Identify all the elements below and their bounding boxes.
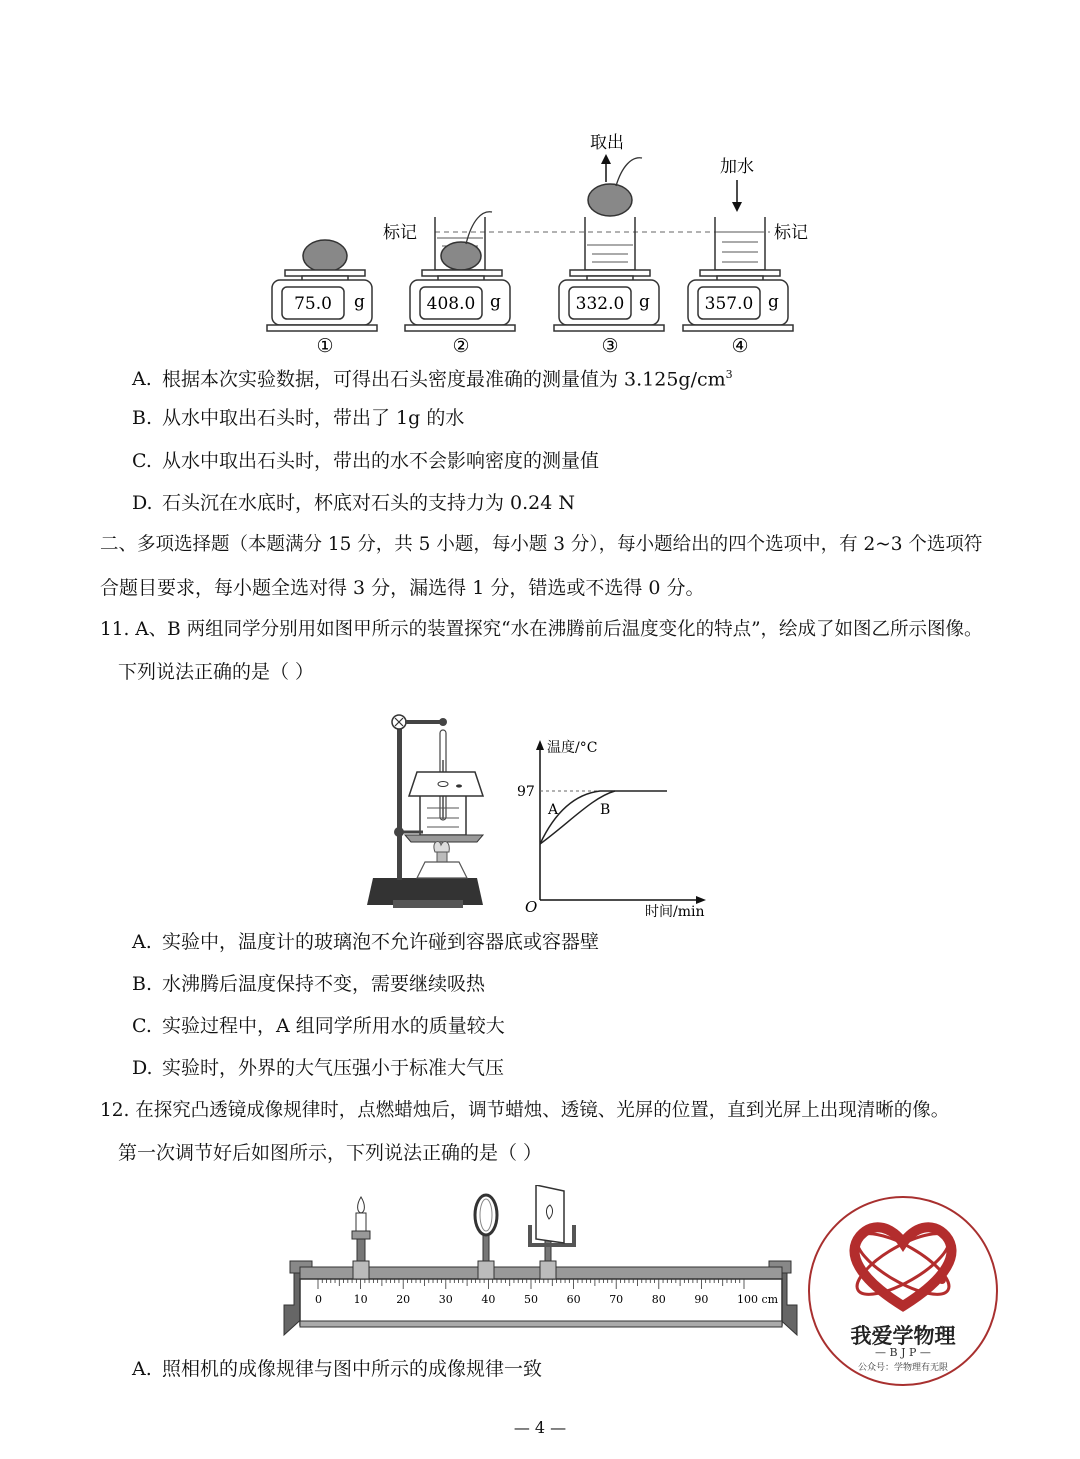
q10-option-d [132,491,575,515]
scale-3-unit: g [639,292,650,312]
mark-right-label: 标记 [774,223,808,243]
candle [352,1197,370,1279]
section2-line2: 合题目要求，每小题全选对得 3 分，漏选得 1 分，错选或不选得 0 分。 [100,577,705,599]
scale-1-unit: g [354,292,365,312]
watermark-sub: — B J P — [875,1346,931,1359]
watermark-footer: 公众号：学物理有无限 [857,1363,948,1373]
scale-3 [554,158,664,357]
q11-option-d-text: 实验时，外界的大气压强小于标准大气压 [162,1057,505,1079]
graph-ytick-97: 97 [517,784,535,800]
q12-stem-line2: 第一次调节好后如图所示，下列说法正确的是（ ） [118,1142,543,1164]
convex-lens [475,1195,497,1279]
bench-tick-label: 70 [609,1293,624,1306]
q11-stem-line1: 11. A、B 两组同学分别用如图甲所示的装置探究“水在沸腾前后温度变化的特点”，绘成了如图乙所示图像。 [100,619,983,640]
q11-temperature-graph [515,732,715,922]
heart-atom-icon [838,1208,968,1318]
q11-option-a-text: 实验中，温度计的玻璃泡不允许碰到容器底或容器壁 [162,931,600,953]
scale-2-unit: g [490,292,501,312]
scale-1-reading: 75.0 [294,294,332,314]
bench-tick-label: 60 [566,1293,581,1306]
bench-tick-label: 20 [396,1293,411,1306]
graph-ylabel: 温度/°C [547,740,598,756]
q11-apparatus-figure [365,700,495,915]
q10-option-a-text: 根据本次实验数据，可得出石头密度最准确的测量值为 3.125g/cm [162,368,726,391]
bench-tick-label: 100 cm [737,1293,779,1306]
take-out-label: 取出 [590,133,624,153]
q11-option-a-letter: A. [132,931,152,953]
bench-tick-label: 90 [694,1293,709,1306]
q12-stem-line1: 12. 在探究凸透镜成像规律时，点燃蜡烛后，调节蜡烛、透镜、光屏的位置，直到光屏上出现清晰的像。 [100,1100,950,1121]
bench-tick-label: 40 [481,1293,496,1306]
bench-tick-label: 0 [315,1293,322,1306]
scale-2-label: ② [452,335,470,357]
bench-tick-label: 30 [438,1293,453,1306]
q10-option-a-sup: 3 [725,368,733,381]
q10-option-d-letter: D. [132,492,153,514]
q11-option-b-text: 水沸腾后温度保持不变，需要继续吸热 [162,973,486,995]
scale-1 [267,240,377,357]
graph-xlabel: 时间/min [645,904,705,920]
density-figure [250,120,830,360]
scale-2-reading: 408.0 [426,294,476,314]
graph-curve-b-label: B [600,802,611,818]
bench-tick-label: 80 [651,1293,666,1306]
q11-stem-line2: 下列说法正确的是（ ） [118,661,315,683]
watermark-heart-text: physics [886,1263,920,1273]
bench-tick-label: 50 [524,1293,538,1306]
q10-option-b [132,406,464,430]
scale-4-reading: 357.0 [704,294,754,314]
q10-option-c [132,449,599,473]
q11-option-c [132,1014,505,1038]
q12-option-a-text: 照相机的成像规律与图中所示的成像规律一致 [162,1358,543,1380]
page-number: — 4 — [513,1418,567,1437]
light-screen [530,1185,574,1279]
q11-option-b-letter: B. [132,973,153,995]
watermark-title: 我爱学物理 [850,1324,956,1348]
q11-option-a [132,930,599,954]
q11-option-c-text: 实验过程中，A 组同学所用水的质量较大 [162,1015,505,1037]
graph-origin: O [525,898,538,916]
q10-option-d-text: 石头沉在水底时，杯底对石头的支持力为 0.24 N [162,492,576,514]
q12-option-a-letter: A. [132,1358,152,1380]
q10-option-c-text: 从水中取出石头时，带出的水不会影响密度的测量值 [162,450,600,472]
q10-option-b-text: 从水中取出石头时，带出了 1g 的水 [162,407,465,429]
q11-option-c-letter: C. [132,1015,152,1037]
optical-bench-figure [278,1185,803,1340]
q10-option-a-letter: A. [132,368,152,391]
scale-3-label: ③ [601,335,619,357]
q10-option-c-letter: C. [132,450,152,472]
q10-option-a [132,363,733,391]
scale-1-label: ① [316,335,334,357]
q11-option-d [132,1056,504,1080]
q12-option-a [132,1357,542,1381]
q11-option-d-letter: D. [132,1057,153,1079]
scale-2 [405,212,515,357]
add-water-label: 加水 [720,157,754,177]
scale-3-reading: 332.0 [575,294,625,314]
mark-left-label: 标记 [383,223,417,243]
section2-line1: 二、多项选择题（本题满分 15 分，共 5 小题，每小题 3 分），每小题给出的四个选项中，有 2~3 个选项符 [100,534,983,555]
q10-option-b-letter: B. [132,407,153,429]
scale-4-unit: g [768,292,779,312]
graph-curve-a-label: A [548,802,559,818]
q11-option-b [132,972,485,996]
bench-tick-label: 10 [353,1293,368,1306]
scale-4-label: ④ [731,335,749,357]
watermark-logo [808,1196,998,1386]
